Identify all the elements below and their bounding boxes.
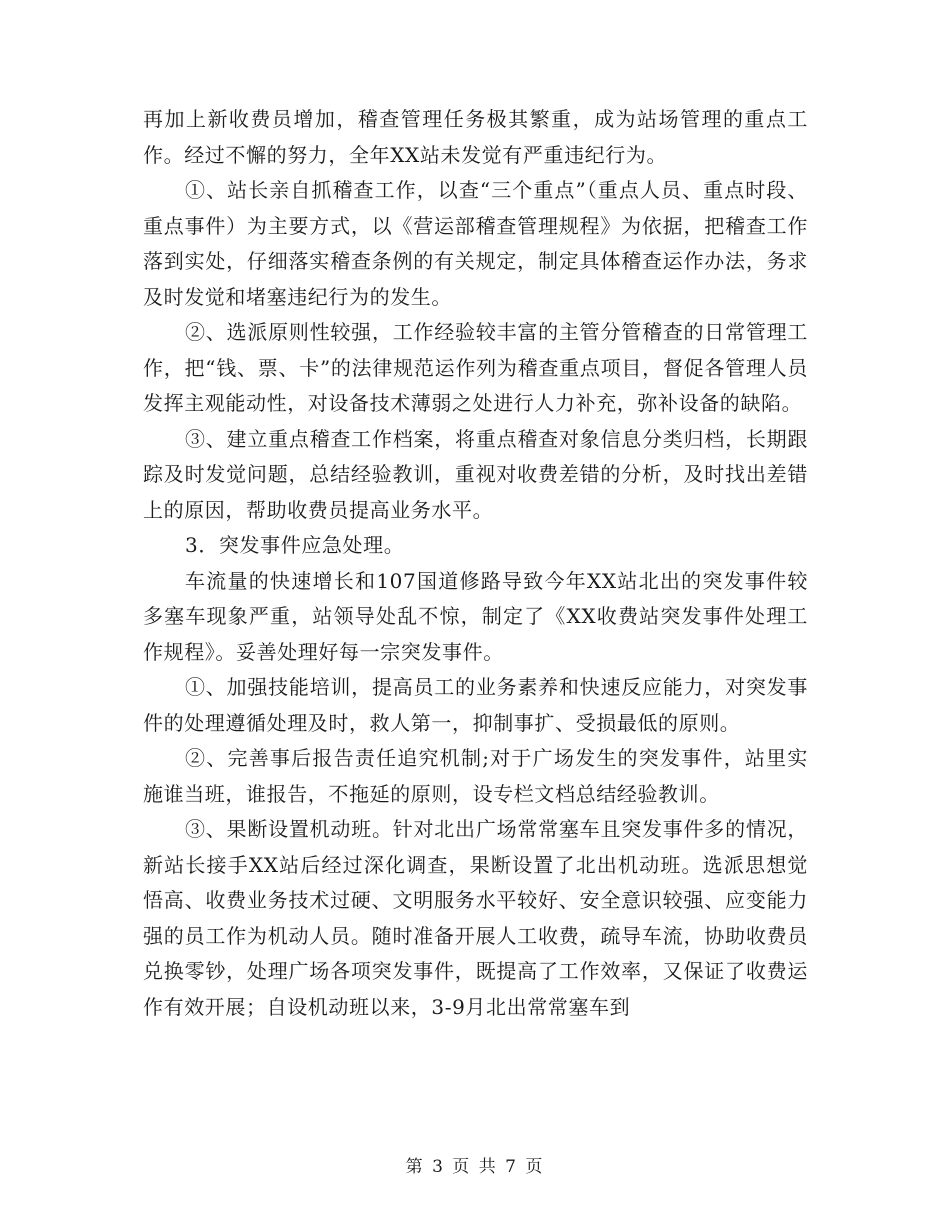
section-heading: 3．突发事件应急处理。 (185, 533, 405, 557)
paragraph-6: 车流量的快速增长和107国道修路导致今年XX站北出的突发事件较多塞车现象严重，站领导处乱不惊，制定了《XX收费站突发事件处理工作规程》。妥善处理好每一宗突发事件。 (143, 568, 808, 664)
paragraph-2: ①、站长亲自抓稽查工作，以查“三个重点”（重点人员、重点时段、重点事件）为主要方式，以《营运部稽查管理规程》为依据，把稽查工作落到实处，仔细落实稽查条例的有关规定，制定具体稽查运作办法，务求及时发觉和堵塞违纪行为的发生。 (143, 178, 808, 309)
paragraph-9: ③、果断设置机动班。针对北出广场常常塞车且突发事件多的情况，新站长接手XX站后经过深化调查，果断设置了北出机动班。选派思想觉悟高、收费业务技术过硬、文明服务水平较好、安全意识较强、应变能力强的员工作为机动人员。随时准备开展人工收费，疏导车流，协助收费员兑换零钞，处理广场各项突发事件，既提高了工作效率，又保证了收费运作有效开展；自设机动班以来，3-9月北出常常塞车到 (143, 817, 808, 1019)
paragraph-3: ②、选派原则性较强，工作经验较丰富的主管分管稽查的日常管理工作，把“钱、票、卡”的法律规范运作列为稽查重点项目，督促各管理人员发挥主观能动性，对设备技术薄弱之处进行人力补充，弥补设备的缺陷。 (143, 320, 808, 415)
paragraph-4: ③、建立重点稽查工作档案，将重点稽查对象信息分类归档，长期跟踪及时发觉问题，总结经验教训，重视对收费差错的分析，及时找出差错上的原因，帮助收费员提高业务水平。 (143, 426, 808, 522)
paragraph-8: ②、完善事后报告责任追究机制;对于广场发生的突发事件，站里实施谁当班，谁报告，不拖延的原则，设专栏文档总结经验教训。 (143, 746, 808, 806)
paragraph-1: 再加上新收费员增加，稽查管理任务极其繁重，成为站场管理的重点工作。经过不懈的努力，全年XX站未发觉有严重违纪行为。 (143, 107, 808, 167)
paragraph-7: ①、加强技能培训，提高员工的业务素养和快速反应能力，对突发事件的处理遵循处理及时，救人第一，抑制事扩、受损最低的原则。 (143, 675, 808, 735)
document-body (143, 102, 808, 1025)
page-number-footer: 第 3 页 共 7 页 (405, 1157, 545, 1177)
